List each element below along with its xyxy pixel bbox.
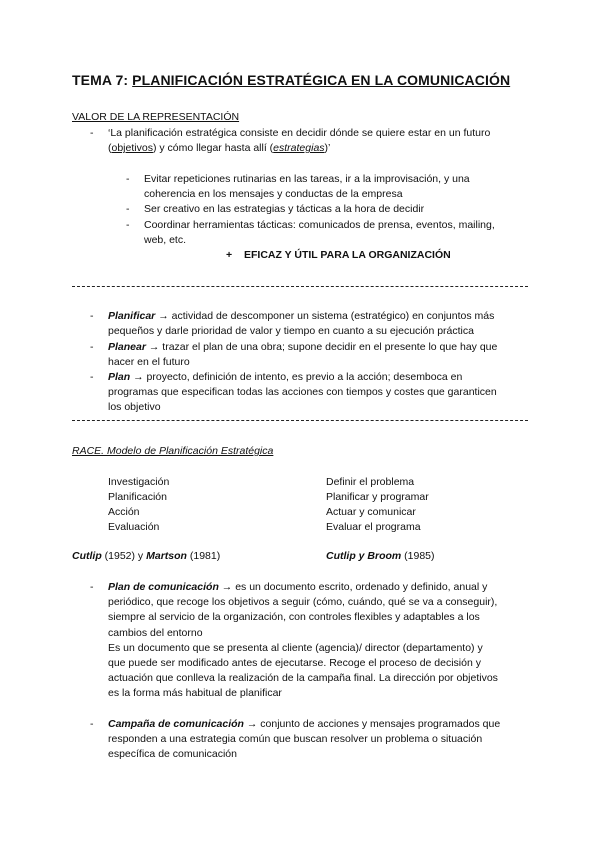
- planificar-line-1: [108, 309, 494, 324]
- planear-term: Planear: [108, 341, 146, 353]
- race-right-1: Definir el problema: [326, 476, 415, 488]
- bullet: -: [90, 718, 94, 730]
- campana-line-2: responden a una estrategia común que buscan resolver un problema o situación: [108, 733, 483, 745]
- race-left-2: Planificación: [108, 491, 167, 503]
- race-heading: RACE. Modelo de Planificación Estratégica: [72, 445, 274, 457]
- cutlip-broom-name: Cutlip y Broom: [326, 550, 402, 562]
- citation-left: [72, 549, 220, 564]
- race-right-3: Actuar y comunicar: [326, 506, 416, 518]
- plan-com-line-6: que puede ser modificado antes de ejecutarse. Recoge el proceso de decisión y: [108, 657, 481, 669]
- plus-sign: +: [226, 249, 233, 261]
- quote-line-1: ‘La planificación estratégica consiste en decidir dónde se quiere estar en un futuro: [108, 127, 491, 139]
- title-prefix: TEMA 7:: [72, 72, 133, 88]
- sub-item-1-line-2: coherencia en los mensajes y conductas de la empresa: [144, 188, 403, 200]
- bullet: -: [126, 173, 130, 185]
- sub-item-1-line-1: Evitar repeticiones rutinarias en las tareas, ir a la improvisación, y una: [144, 173, 470, 185]
- quote-end: )’: [324, 142, 331, 154]
- plan-line-1: [108, 370, 462, 385]
- plan-com-line-5: Es un documento que se presenta al cliente (agencia)/ director (departamento) y: [108, 642, 483, 654]
- cite-year-3: (1985): [401, 550, 435, 562]
- dashed-separator-top: [72, 286, 528, 287]
- plan-line-3: los objetivo: [108, 401, 161, 413]
- planear-line-2: hacer en el futuro: [108, 356, 190, 368]
- cutlip-name: Cutlip: [72, 550, 102, 562]
- cite-year-2: (1981): [186, 550, 221, 562]
- plan-com-line-4: cambios del entorno: [108, 627, 203, 639]
- quote-mid: ) y cómo llegar hasta allí (: [152, 142, 274, 154]
- campana-term: Campaña de comunicación: [108, 718, 244, 730]
- sub-item-3-line-1: Coordinar herramientas tácticas: comunicados de prensa, eventos, mailing,: [144, 219, 495, 231]
- sub-item-2: Ser creativo en las estrategias y tácticas a la hora de decidir: [144, 203, 425, 215]
- bullet: -: [90, 310, 94, 322]
- cite-year-1: (1952) y: [101, 550, 147, 562]
- bullet: -: [90, 581, 94, 593]
- bullet: -: [90, 371, 94, 383]
- campana-line-1: [108, 717, 500, 732]
- bullet: -: [126, 219, 130, 231]
- plan-com-line-1: [108, 580, 487, 595]
- planear-def: → trazar el plan de una obra; supone decidir en el presente lo que hay que: [145, 341, 498, 353]
- planificar-line-2: pequeños y darle prioridad de valor y tiempo en cuanto a su ejecución práctica: [108, 325, 474, 337]
- citation-right: [326, 549, 435, 564]
- campana-line-3: específica de comunicación: [108, 748, 237, 760]
- plan-com-line-3: siempre al servicio de la organización, con controles flexibles y adaptables a los: [108, 611, 480, 623]
- planear-line-1: [108, 340, 497, 355]
- plan-com-term: Plan de comunicación: [108, 581, 219, 593]
- plan-com-line-2: periódico, que recoge los objetivos a seguir (cómo, cuándo, qué se va a conseguir),: [108, 596, 498, 608]
- plan-line-2: programas que especifican todas las acciones con tiempos y costes que garanticen: [108, 386, 497, 398]
- dashed-separator-bottom: [72, 420, 528, 421]
- race-right-2: Planificar y programar: [326, 491, 429, 503]
- plan-com-line-8: es la forma más habitual de planificar: [108, 687, 282, 699]
- quote-line-2: (objetivos) y cómo llegar hasta allí (estrategias)’: [108, 142, 331, 154]
- bullet: -: [126, 203, 130, 215]
- martson-name: Martson: [146, 550, 187, 562]
- campana-def: → conjunto de acciones y mensajes programados que: [243, 718, 501, 730]
- valor-heading: VALOR DE LA REPRESENTACIÓN: [72, 111, 240, 123]
- plan-term: Plan: [108, 371, 131, 383]
- estrategias-word: estrategias: [273, 142, 325, 154]
- race-left-1: Investigación: [108, 476, 170, 488]
- bullet: -: [90, 127, 94, 139]
- plan-com-def: → es un documento escrito, ordenado y definido, anual y: [218, 581, 488, 593]
- page-title: [72, 72, 510, 88]
- planificar-def: → actividad de descomponer un sistema (estratégico) en conjuntos más: [155, 310, 495, 322]
- planificar-term: Planificar: [108, 310, 156, 322]
- plan-com-line-7: actuación que conlleva la realización de la campaña final. La dirección por objetivos: [108, 672, 498, 684]
- title-main: PLANIFICACIÓN ESTRATÉGICA EN LA COMUNICACIÓN: [132, 72, 511, 88]
- race-left-3: Acción: [108, 506, 140, 518]
- objetivos-word: objetivos: [111, 142, 153, 154]
- eficaz-line: EFICAZ Y ÚTIL PARA LA ORGANIZACIÓN: [244, 249, 451, 261]
- race-right-4: Evaluar el programa: [326, 521, 421, 533]
- bullet: -: [90, 341, 94, 353]
- race-left-4: Evaluación: [108, 521, 160, 533]
- sub-item-3-line-2: web, etc.: [144, 234, 187, 246]
- plan-def: → proyecto, definición de intento, es previo a la acción; desemboca en: [130, 371, 463, 383]
